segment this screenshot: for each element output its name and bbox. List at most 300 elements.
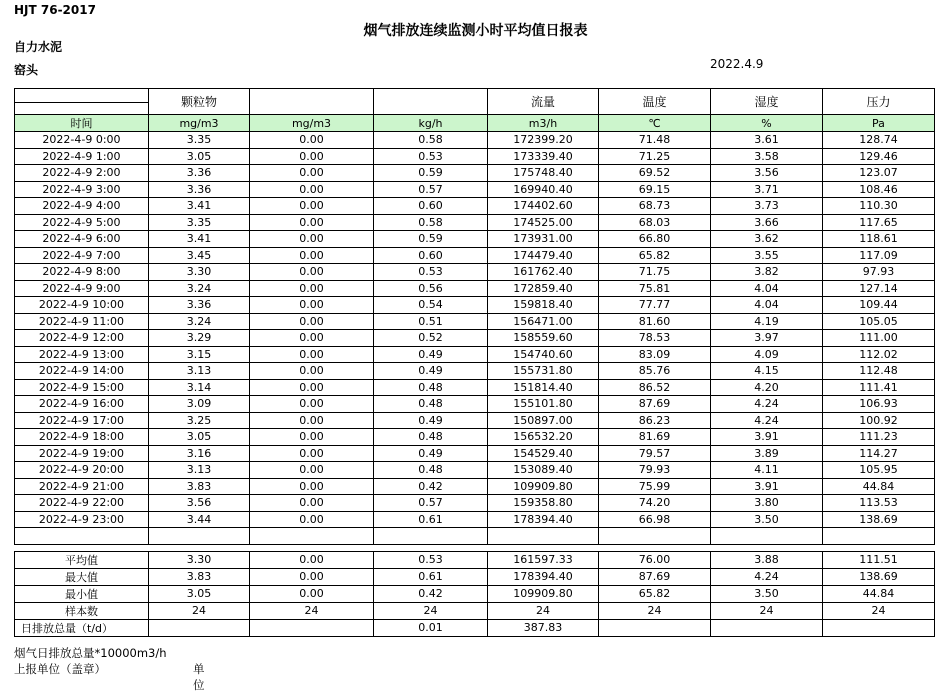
cell-pm: 3.14 [149,379,250,396]
cell-flow: 172859.40 [488,280,599,297]
cell-humidity: 3.97 [711,330,823,347]
cell-pm2: 0.00 [250,429,374,446]
summary-pm2: 0.00 [250,568,374,585]
cell-humidity: 4.04 [711,297,823,314]
summary-row [15,619,935,636]
cell-pressure: 44.84 [823,478,935,495]
summary-pm [149,619,250,636]
summary-flow: 387.83 [488,619,599,636]
cell-temperature: 65.82 [599,247,711,264]
summary-rate: 24 [374,602,488,619]
cell-time: 2022-4-9 4:00 [15,198,149,215]
summary-pm2 [250,619,374,636]
cell-pm: 3.15 [149,346,250,363]
cell-rate: 0.49 [374,346,488,363]
summary-temperature: 24 [599,602,711,619]
cell-temperature: 79.93 [599,462,711,479]
rate-unit-header: kg/h [374,115,488,132]
cell-time: 2022-4-9 18:00 [15,429,149,446]
summary-pressure: 44.84 [823,585,935,602]
cell-time: 2022-4-9 0:00 [15,132,149,149]
cell-pressure: 127.14 [823,280,935,297]
table-row [15,198,935,215]
summary-humidity: 24 [711,602,823,619]
cell-temperature: 66.98 [599,511,711,528]
pm2-group-header [250,89,374,115]
cell-flow: 154529.40 [488,445,599,462]
cell-time: 2022-4-9 15:00 [15,379,149,396]
cell-flow: 174402.60 [488,198,599,215]
time-group-header [15,89,149,115]
cell-humidity: 3.82 [711,264,823,281]
cell-flow: 151814.40 [488,379,599,396]
cell-pm2: 0.00 [250,495,374,512]
group-header-row [15,89,935,115]
summary-rows [15,551,935,636]
cell-pressure: 111.00 [823,330,935,347]
cell-temperature: 79.57 [599,445,711,462]
cell-rate: 0.49 [374,412,488,429]
cell-flow: 178394.40 [488,511,599,528]
cell-flow: 155731.80 [488,363,599,380]
cell-humidity: 3.91 [711,429,823,446]
cell-pressure: 108.46 [823,181,935,198]
cell-pm: 3.29 [149,330,250,347]
table-row [15,412,935,429]
cell-pm: 3.41 [149,231,250,248]
unit-label: 单位 [193,662,205,692]
unit-header-row [15,115,935,132]
cell-humidity: 3.66 [711,214,823,231]
cell-flow: 109909.80 [488,478,599,495]
cell-temperature: 87.69 [599,396,711,413]
cell-pm: 3.56 [149,495,250,512]
cell-pm2: 0.00 [250,313,374,330]
cell-pm2: 0.00 [250,346,374,363]
cell-rate: 0.49 [374,363,488,380]
cell-pm2: 0.00 [250,198,374,215]
cell-rate: 0.58 [374,132,488,149]
table-row [15,132,935,149]
summary-pressure: 138.69 [823,568,935,585]
pm2-unit-header: mg/m3 [250,115,374,132]
table-row [15,379,935,396]
humidity-group-header: 湿度 [711,89,823,115]
cell-flow: 169940.40 [488,181,599,198]
cell-humidity: 3.73 [711,198,823,215]
summary-pm2: 0.00 [250,585,374,602]
table-row [15,495,935,512]
cell-pm: 3.36 [149,297,250,314]
cell-rate: 0.53 [374,148,488,165]
pm-unit-header: mg/m3 [149,115,250,132]
cell-flow: 153089.40 [488,462,599,479]
pressure-group-header: 压力 [823,89,935,115]
pressure-unit-header: Pa [823,115,935,132]
cell-humidity: 3.89 [711,445,823,462]
cell-time: 2022-4-9 19:00 [15,445,149,462]
table-header [15,89,935,132]
cell-time: 2022-4-9 10:00 [15,297,149,314]
cell-pm2: 0.00 [250,297,374,314]
cell-time: 2022-4-9 14:00 [15,363,149,380]
cell-pm2: 0.00 [250,165,374,182]
summary-pressure [823,619,935,636]
cell-pm2: 0.00 [250,181,374,198]
table-row [15,330,935,347]
cell-pressure: 128.74 [823,132,935,149]
cell-pressure: 106.93 [823,396,935,413]
table-row [15,214,935,231]
cell-pressure: 118.61 [823,231,935,248]
cell-pm2: 0.00 [250,231,374,248]
signature-line [14,661,205,692]
cell-temperature: 71.48 [599,132,711,149]
cell-time: 2022-4-9 13:00 [15,346,149,363]
cell-pm2: 0.00 [250,511,374,528]
time-header-split-line [15,102,148,103]
cell-pressure: 113.53 [823,495,935,512]
company-name: 自力水泥 [14,40,63,54]
cell-humidity: 4.15 [711,363,823,380]
flow-group-header: 流量 [488,89,599,115]
cell-temperature: 68.03 [599,214,711,231]
cell-rate: 0.59 [374,231,488,248]
cell-pressure: 100.92 [823,412,935,429]
table-row [15,429,935,446]
summary-table [14,551,935,637]
cell-pressure: 114.27 [823,445,935,462]
time-unit-header: 时间 [15,115,149,132]
table-row [15,462,935,479]
cell-pm2: 0.00 [250,478,374,495]
humidity-unit-header: % [711,115,823,132]
empty-cell [711,528,823,545]
summary-flow: 161597.33 [488,551,599,568]
cell-pm2: 0.00 [250,412,374,429]
cell-flow: 172399.20 [488,132,599,149]
cell-temperature: 75.81 [599,280,711,297]
cell-flow: 161762.40 [488,264,599,281]
cell-temperature: 85.76 [599,363,711,380]
cell-temperature: 86.23 [599,412,711,429]
cell-rate: 0.51 [374,313,488,330]
cell-flow: 173931.00 [488,231,599,248]
cell-pm: 3.13 [149,462,250,479]
cell-pm2: 0.00 [250,379,374,396]
table-row [15,396,935,413]
cell-pm2: 0.00 [250,280,374,297]
cell-pressure: 109.44 [823,297,935,314]
spacer-body [15,528,935,545]
cell-rate: 0.57 [374,181,488,198]
cell-pm2: 0.00 [250,330,374,347]
cell-temperature: 71.75 [599,264,711,281]
cell-flow: 156471.00 [488,313,599,330]
cell-humidity: 4.24 [711,412,823,429]
cell-flow: 155101.80 [488,396,599,413]
cell-pm: 3.35 [149,214,250,231]
cell-rate: 0.60 [374,247,488,264]
cell-humidity: 3.62 [711,231,823,248]
table-row [15,264,935,281]
table-row [15,181,935,198]
cell-humidity: 3.55 [711,247,823,264]
summary-label: 最小值 [15,585,149,602]
cell-pm: 3.25 [149,412,250,429]
cell-flow: 175748.40 [488,165,599,182]
cell-flow: 159358.80 [488,495,599,512]
cell-temperature: 69.52 [599,165,711,182]
report-date: 2022.4.9 [710,57,764,71]
empty-cell [374,528,488,545]
cell-humidity: 4.11 [711,462,823,479]
cell-rate: 0.58 [374,214,488,231]
cell-temperature: 66.80 [599,231,711,248]
cell-pm: 3.44 [149,511,250,528]
table-row [15,313,935,330]
station-name: 窑头 [14,63,39,77]
cell-humidity: 3.50 [711,511,823,528]
cell-pm2: 0.00 [250,247,374,264]
summary-label: 平均值 [15,551,149,568]
summary-pm: 3.05 [149,585,250,602]
summary-label: 最大值 [15,568,149,585]
summary-flow: 109909.80 [488,585,599,602]
cell-time: 2022-4-9 6:00 [15,231,149,248]
empty-row [15,528,935,545]
summary-pm2: 0.00 [250,551,374,568]
cell-time: 2022-4-9 7:00 [15,247,149,264]
cell-time: 2022-4-9 9:00 [15,280,149,297]
summary-pm2: 24 [250,602,374,619]
summary-humidity: 3.88 [711,551,823,568]
cell-pressure: 111.41 [823,379,935,396]
cell-pressure: 110.30 [823,198,935,215]
cell-rate: 0.48 [374,429,488,446]
page-title: 烟气排放连续监测小时平均值日报表 [363,23,588,39]
cell-rate: 0.57 [374,495,488,512]
summary-rate: 0.01 [374,619,488,636]
table-row [15,511,935,528]
cell-pm: 3.35 [149,132,250,149]
summary-row [15,568,935,585]
cell-pm: 3.13 [149,363,250,380]
standard-code: HJT 76-2017 [14,3,96,17]
cell-time: 2022-4-9 23:00 [15,511,149,528]
flow-unit-header: m3/h [488,115,599,132]
report-unit-label: 上报单位（盖章） [14,662,106,676]
cell-pm: 3.09 [149,396,250,413]
cell-pm2: 0.00 [250,148,374,165]
summary-rate: 0.61 [374,568,488,585]
table-row [15,148,935,165]
table-row [15,165,935,182]
cell-flow: 158559.60 [488,330,599,347]
cell-rate: 0.42 [374,478,488,495]
cell-pm: 3.45 [149,247,250,264]
cell-rate: 0.60 [374,198,488,215]
cell-temperature: 78.53 [599,330,711,347]
summary-row [15,551,935,568]
cell-humidity: 4.24 [711,396,823,413]
cell-pm: 3.83 [149,478,250,495]
summary-pressure: 111.51 [823,551,935,568]
cell-time: 2022-4-9 1:00 [15,148,149,165]
flow-total-note: 烟气日排放总量*10000m3/h [14,646,167,660]
temperature-group-header: 温度 [599,89,711,115]
summary-label: 日排放总量（t/d） [15,619,149,636]
cell-flow: 154740.60 [488,346,599,363]
table-row [15,478,935,495]
cell-rate: 0.59 [374,165,488,182]
cell-pm2: 0.00 [250,363,374,380]
summary-rate: 0.42 [374,585,488,602]
cell-rate: 0.48 [374,462,488,479]
rate-group-header [374,89,488,115]
cell-pm: 3.36 [149,181,250,198]
empty-cell [250,528,374,545]
cell-humidity: 3.58 [711,148,823,165]
cell-pressure: 112.02 [823,346,935,363]
cell-pm2: 0.00 [250,214,374,231]
temperature-unit-header: ℃ [599,115,711,132]
summary-temperature: 76.00 [599,551,711,568]
empty-cell [823,528,935,545]
summary-pm: 24 [149,602,250,619]
cell-pm2: 0.00 [250,132,374,149]
cell-pressure: 117.65 [823,214,935,231]
cell-flow: 174525.00 [488,214,599,231]
cell-temperature: 75.99 [599,478,711,495]
cell-flow: 150897.00 [488,412,599,429]
cell-pressure: 111.23 [823,429,935,446]
summary-pm: 3.30 [149,551,250,568]
report-tables [14,88,935,637]
summary-row [15,585,935,602]
cell-pm: 3.05 [149,429,250,446]
cell-pm: 3.05 [149,148,250,165]
cell-flow: 173339.40 [488,148,599,165]
cell-time: 2022-4-9 16:00 [15,396,149,413]
cell-temperature: 74.20 [599,495,711,512]
cell-time: 2022-4-9 2:00 [15,165,149,182]
cell-time: 2022-4-9 5:00 [15,214,149,231]
cell-pm: 3.24 [149,280,250,297]
table-row [15,297,935,314]
summary-temperature: 65.82 [599,585,711,602]
cell-time: 2022-4-9 22:00 [15,495,149,512]
empty-cell [15,528,149,545]
cell-pm: 3.30 [149,264,250,281]
table-row [15,280,935,297]
cell-pm2: 0.00 [250,264,374,281]
cell-pm2: 0.00 [250,445,374,462]
summary-temperature [599,619,711,636]
cell-flow: 156532.20 [488,429,599,446]
cell-temperature: 71.25 [599,148,711,165]
empty-cell [488,528,599,545]
cell-time: 2022-4-9 8:00 [15,264,149,281]
cell-humidity: 3.91 [711,478,823,495]
cell-pressure: 138.69 [823,511,935,528]
summary-pm: 3.83 [149,568,250,585]
cell-pm: 3.16 [149,445,250,462]
summary-humidity [711,619,823,636]
cell-temperature: 86.52 [599,379,711,396]
cell-humidity: 4.19 [711,313,823,330]
summary-temperature: 87.69 [599,568,711,585]
summary-pressure: 24 [823,602,935,619]
cell-pm2: 0.00 [250,396,374,413]
cell-humidity: 3.56 [711,165,823,182]
cell-temperature: 69.15 [599,181,711,198]
cell-time: 2022-4-9 17:00 [15,412,149,429]
cell-rate: 0.48 [374,396,488,413]
cell-pressure: 105.05 [823,313,935,330]
cell-rate: 0.56 [374,280,488,297]
table-row [15,445,935,462]
summary-humidity: 4.24 [711,568,823,585]
cell-humidity: 4.20 [711,379,823,396]
cell-pm: 3.24 [149,313,250,330]
cell-rate: 0.53 [374,264,488,281]
table-row [15,346,935,363]
cell-pm: 3.36 [149,165,250,182]
summary-rate: 0.53 [374,551,488,568]
cell-time: 2022-4-9 21:00 [15,478,149,495]
cell-rate: 0.48 [374,379,488,396]
cell-humidity: 3.61 [711,132,823,149]
cell-rate: 0.54 [374,297,488,314]
table-row [15,363,935,380]
cell-temperature: 83.09 [599,346,711,363]
cell-pressure: 123.07 [823,165,935,182]
cell-time: 2022-4-9 20:00 [15,462,149,479]
summary-label: 样本数 [15,602,149,619]
cell-flow: 159818.40 [488,297,599,314]
cell-humidity: 4.09 [711,346,823,363]
cell-pressure: 112.48 [823,363,935,380]
cell-time: 2022-4-9 12:00 [15,330,149,347]
summary-row [15,602,935,619]
cell-flow: 174479.40 [488,247,599,264]
cell-pressure: 117.09 [823,247,935,264]
table-row [15,231,935,248]
cell-time: 2022-4-9 11:00 [15,313,149,330]
cell-temperature: 81.69 [599,429,711,446]
summary-humidity: 3.50 [711,585,823,602]
cell-humidity: 4.04 [711,280,823,297]
cell-rate: 0.49 [374,445,488,462]
cell-rate: 0.52 [374,330,488,347]
cell-pm2: 0.00 [250,462,374,479]
cell-temperature: 81.60 [599,313,711,330]
cell-rate: 0.61 [374,511,488,528]
cell-pm: 3.41 [149,198,250,215]
cell-temperature: 68.73 [599,198,711,215]
empty-cell [149,528,250,545]
table-row [15,247,935,264]
empty-cell [599,528,711,545]
summary-flow: 24 [488,602,599,619]
pm-group-header: 颗粒物 [149,89,250,115]
cell-time: 2022-4-9 3:00 [15,181,149,198]
cell-temperature: 77.77 [599,297,711,314]
cell-pressure: 97.93 [823,264,935,281]
data-rows [15,132,935,528]
summary-flow: 178394.40 [488,568,599,585]
